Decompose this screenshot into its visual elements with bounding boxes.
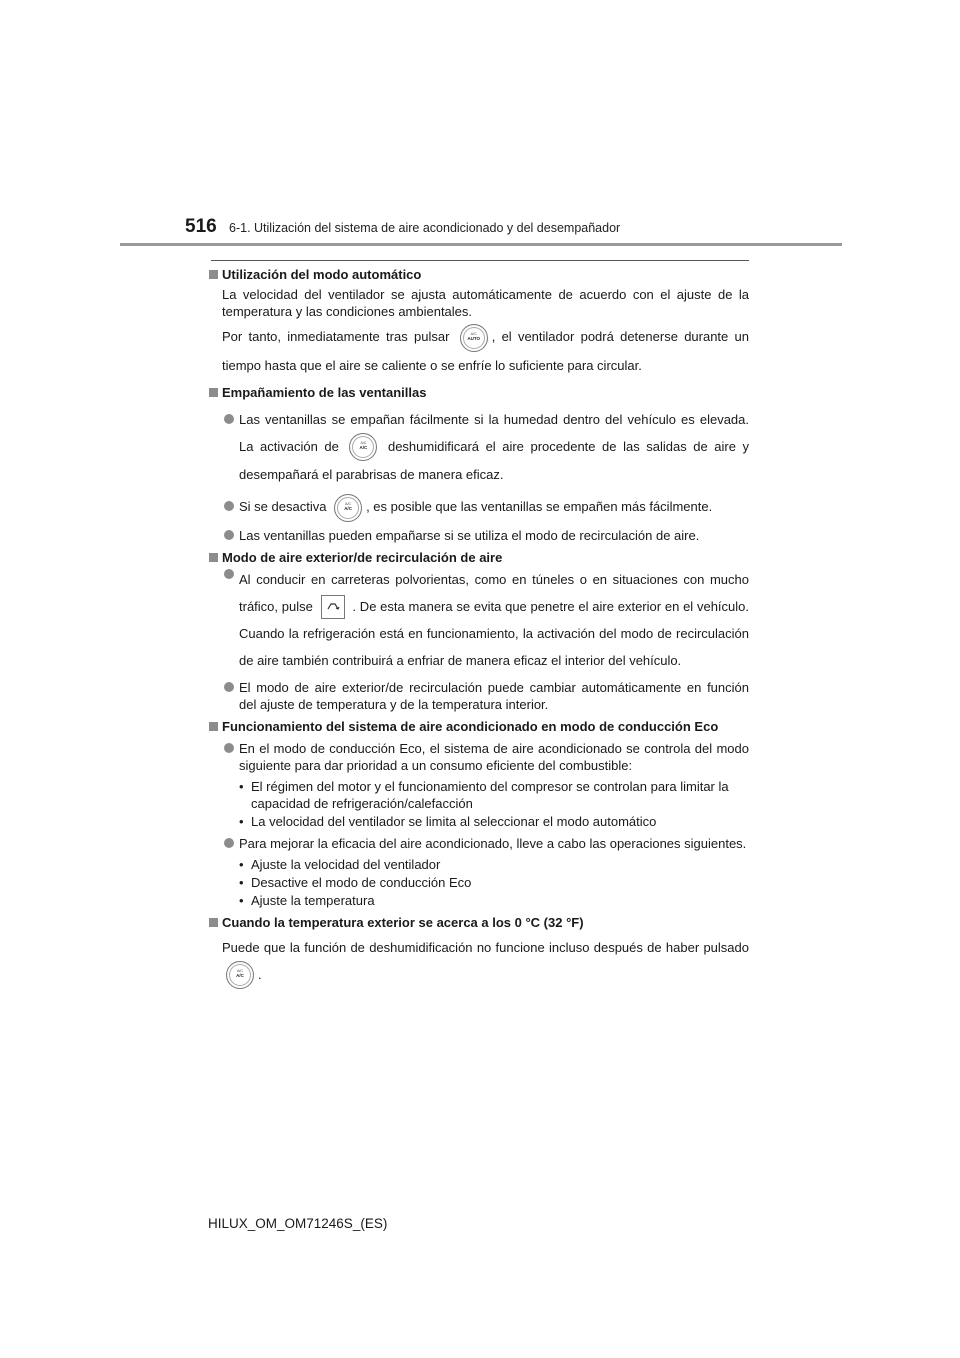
- paragraph: [208, 323, 749, 379]
- round-bullet-icon: [224, 569, 234, 579]
- ac-button-bottom: A/C: [236, 973, 244, 979]
- list-item: [208, 527, 749, 544]
- list-item: [208, 566, 749, 674]
- list-item-body: [239, 566, 749, 674]
- content: [208, 266, 749, 989]
- ac-button-top: A/C: [237, 969, 243, 974]
- list-item-text: El modo de aire exterior/de recirculación puede cambiar automáticamente en función del ajuste de temperatura y de la temperatura interior.: [239, 679, 749, 712]
- sub-list-item: • Ajuste la velocidad del ventilador: [239, 856, 441, 872]
- content-rule: [211, 260, 749, 261]
- sub-list-item: • El régimen del motor y el funcionamiento del compresor se controlan para limitar la capacidad de refrigeración/calefacción: [239, 778, 729, 811]
- section-heading: [208, 266, 749, 283]
- ac-button-top: A/C: [345, 501, 351, 506]
- sub-list-item-text: Ajuste la velocidad del ventilador: [251, 856, 441, 872]
- document-code: HILUX_OM_OM71246S_(ES): [208, 1216, 388, 1231]
- list-item: [208, 406, 749, 489]
- auto-button-icon: [460, 324, 488, 352]
- round-bullet-icon: [224, 501, 234, 511]
- round-bullet-icon: [224, 682, 234, 692]
- sub-list-item: • La velocidad del ventilador se limita al seleccionar el modo automático: [239, 813, 657, 829]
- recirculation-arrow-icon: [326, 602, 340, 612]
- chapter-title: 6-1. Utilización del sistema de aire acondicionado y del desempañador: [229, 221, 621, 235]
- list-item: [208, 493, 749, 522]
- square-bullet-icon: [209, 270, 218, 279]
- section-title: Funcionamiento del sistema de aire acondicionado en modo de conducción Eco: [222, 718, 719, 734]
- square-bullet-icon: [209, 918, 218, 927]
- ac-button-icon: [334, 494, 362, 522]
- paragraph-text: , el ventilador podrá detenerse durante un tiempo hasta que el aire se caliente o se enfríe lo suficiente para circular.: [222, 329, 750, 373]
- paragraph: La velocidad del ventilador se ajusta automáticamente de acuerdo con el ajuste de la temperatura y las condiciones ambientales.: [222, 287, 749, 319]
- header-rule: [120, 243, 842, 246]
- sub-list-item-text: Ajuste la temperatura: [251, 892, 375, 908]
- round-bullet-icon: [224, 743, 234, 753]
- paragraph-text: Puede que la función de deshumidificación no funcione incluso después de haber pulsado: [222, 939, 749, 955]
- paragraph: [208, 934, 749, 990]
- sub-list-item-text: El régimen del motor y el funcionamiento del compresor se controlan para limitar la capacidad de refrigeración/calefacción: [251, 778, 729, 811]
- square-bullet-icon: [209, 722, 218, 731]
- ac-button-bottom: A/C: [344, 505, 352, 511]
- paragraph-text: Por tanto, inmediatamente tras pulsar: [222, 329, 450, 344]
- section-heading: [208, 549, 749, 566]
- ac-button-top: A/C: [360, 441, 367, 446]
- list-item-text: . De esta manera se evita que penetre el aire exterior en el vehículo. Cuando la refrigeración está en funcionamiento, la activación del modo de recirculación de aire también contribuirá a enfriar de manera eficaz el interior del vehículo.: [239, 598, 749, 668]
- section-heading: [208, 718, 749, 735]
- section-title: Modo de aire exterior/de recirculación de aire: [222, 549, 503, 565]
- square-bullet-icon: [209, 553, 218, 562]
- list-item: [208, 740, 749, 774]
- square-bullet-icon: [209, 388, 218, 397]
- list-item-text: Al conducir en carreteras polvorientas, como en túneles o en situaciones con mucho tráfico, pulse: [239, 571, 749, 614]
- list-item-text: En el modo de conducción Eco, el sistema de aire acondicionado se controla del modo siguiente para dar prioridad a un consumo eficiente del combustible:: [239, 740, 749, 773]
- sub-list-item: • Desactive el modo de conducción Eco: [239, 874, 472, 890]
- list-item: [208, 835, 749, 852]
- sub-list-item-text: La velocidad del ventilador se limita al seleccionar el modo automático: [251, 813, 657, 829]
- section-title: Cuando la temperatura exterior se acerca a los 0 °C (32 °F): [222, 914, 584, 930]
- section-title: Empañamiento de las ventanillas: [222, 384, 427, 400]
- auto-button-bottom: AUTO: [467, 335, 481, 341]
- sub-list-item: • Ajuste la temperatura: [239, 892, 375, 908]
- section-title: Utilización del modo automático: [222, 267, 422, 282]
- list-item-text: , es posible que las ventanillas se empañen más fácilmente.: [366, 499, 713, 515]
- round-bullet-icon: [224, 530, 234, 540]
- sub-list-item-text: Desactive el modo de conducción Eco: [251, 874, 472, 890]
- round-bullet-icon: [224, 838, 234, 848]
- paragraph-text: .: [258, 966, 262, 982]
- list-item: [208, 679, 749, 713]
- ac-button-bottom: A/C: [359, 445, 368, 451]
- ac-button-icon: [226, 961, 254, 989]
- list-item-text: deshumidificará el aire procedente de las salidas de aire y desempañará el parabrisas de manera eficaz.: [239, 438, 749, 483]
- round-bullet-icon: [224, 414, 234, 424]
- list-item-text: Las ventanillas pueden empañarse si se utiliza el modo de recirculación de aire.: [239, 527, 700, 543]
- list-item-text: Para mejorar la eficacia del aire acondicionado, lleve a cabo las operaciones siguientes.: [239, 835, 747, 851]
- section-heading: [208, 914, 749, 931]
- list-item-text: Si se desactiva: [239, 499, 327, 515]
- section-heading: [208, 384, 749, 401]
- list-item-text: Las ventanillas se empañan fácilmente si la humedad dentro del vehículo es elevada. La activación de: [239, 411, 749, 454]
- recirculation-button-icon: [321, 595, 345, 619]
- ac-button-icon: [349, 433, 377, 461]
- auto-button-top: A/C: [470, 331, 477, 336]
- page-number: 516: [185, 216, 217, 237]
